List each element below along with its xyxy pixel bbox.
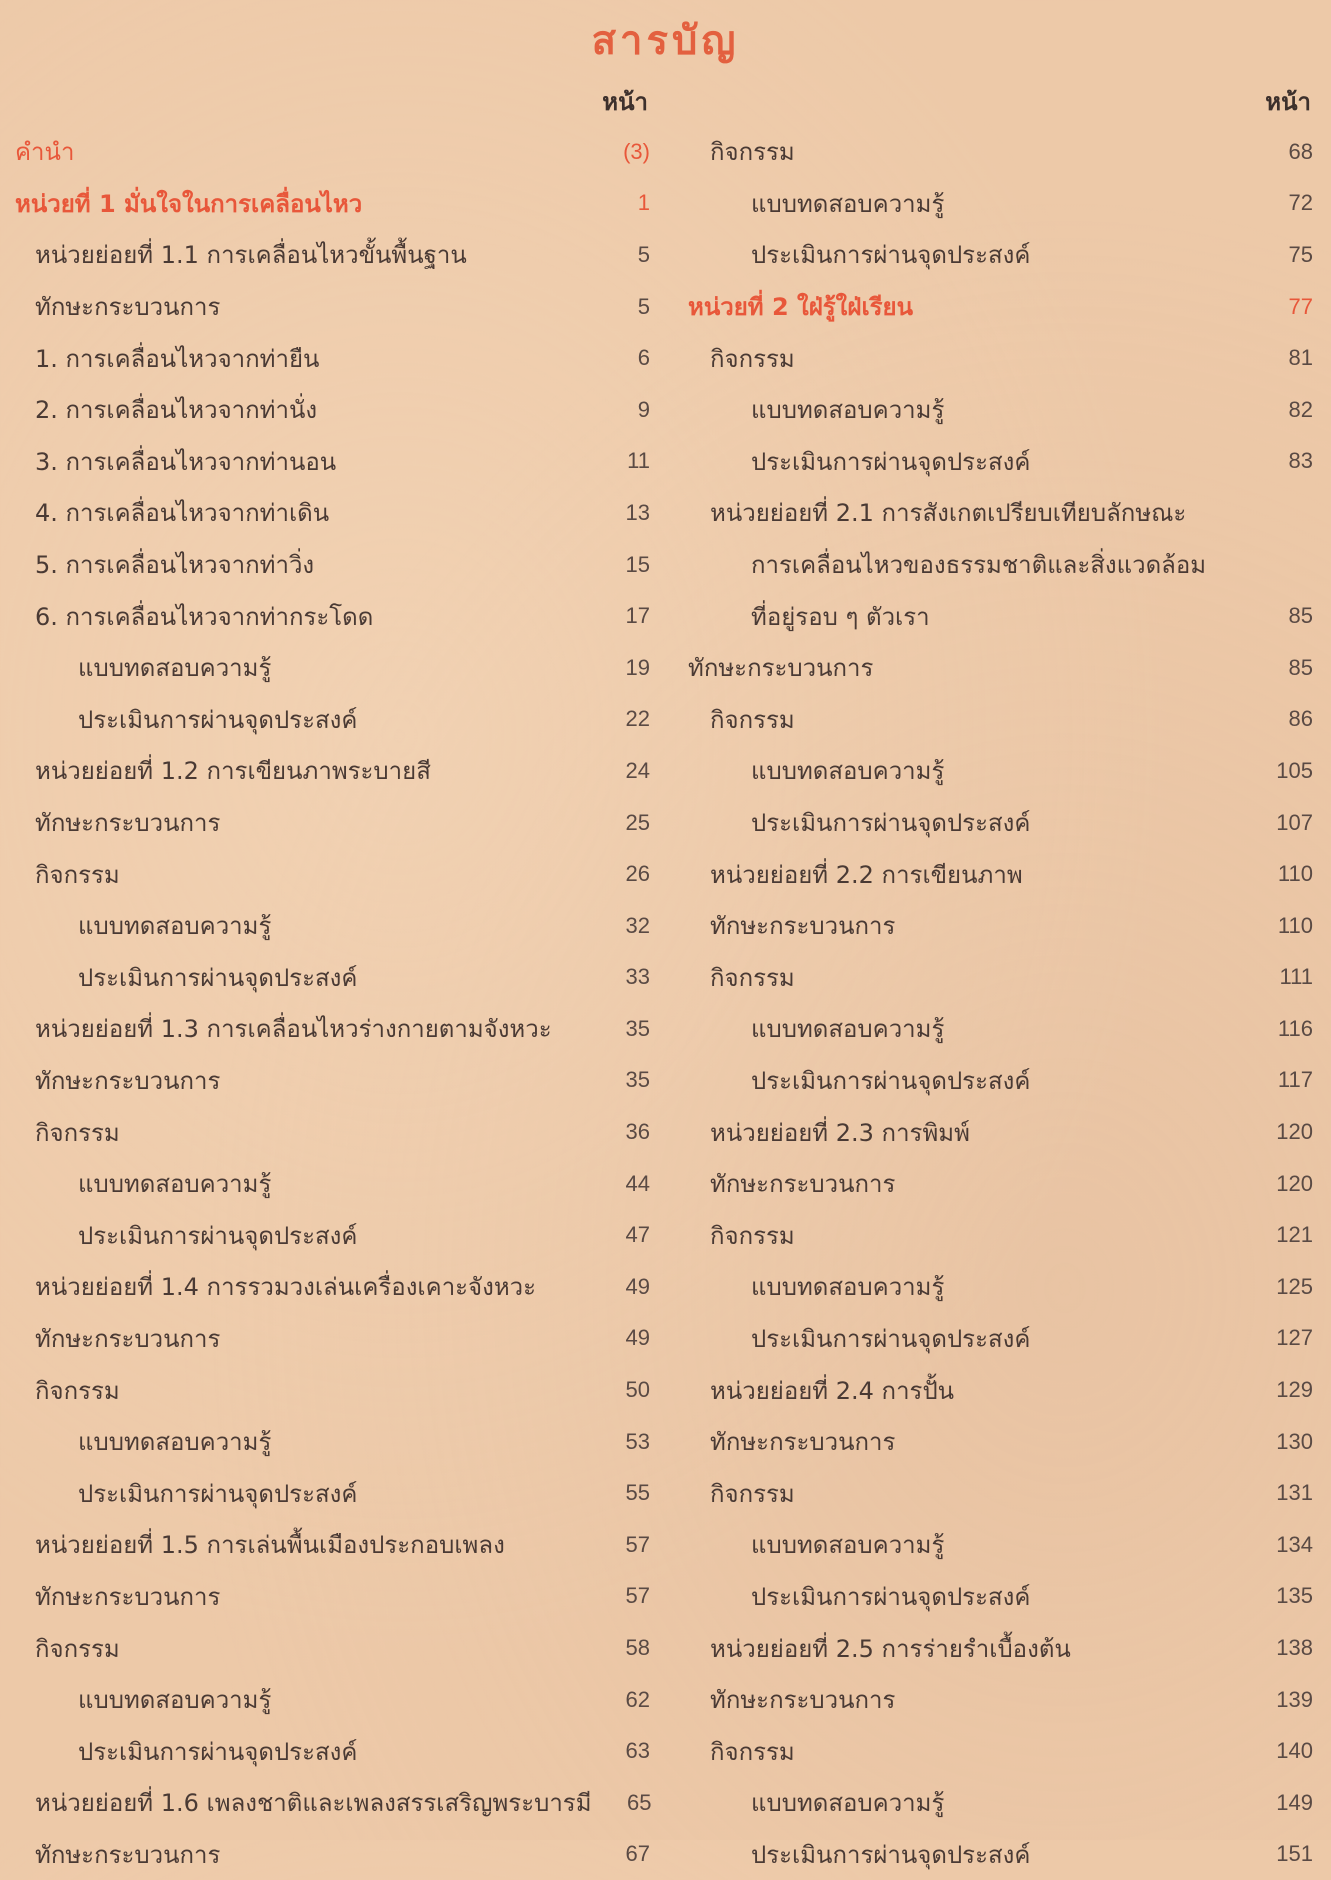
toc-page-number: 127 — [1276, 1325, 1313, 1351]
toc-page-number: 111 — [1279, 964, 1313, 990]
toc-entry — [680, 590, 1313, 642]
toc-page-number: 44 — [625, 1170, 650, 1196]
toc-entry — [680, 1571, 1313, 1623]
toc-entry-label: กิจกรรม — [35, 860, 120, 889]
toc-entry — [680, 487, 1313, 539]
toc-page-number: 49 — [625, 1325, 650, 1351]
toc-entry-label: คำนำ — [15, 138, 75, 167]
toc-page-number: 149 — [1276, 1789, 1313, 1815]
toc-entry — [680, 848, 1313, 900]
toc-entry-label: การเคลื่อนไหวของธรรมชาติและสิ่งแวดล้อม — [751, 551, 1207, 580]
toc-entry-label: กิจกรรม — [710, 1479, 795, 1508]
toc-entry-label: กิจกรรม — [710, 963, 795, 992]
toc-entry-label: หน่วยย่อยที่ 1.4 การรวมวงเล่นเครื่องเคาะจังหวะ — [35, 1273, 537, 1302]
toc-entry-label: แบบทดสอบความรู้ — [78, 654, 272, 683]
toc-entry — [680, 1106, 1313, 1158]
toc-entry-label: ทักษะกระบวนการ — [35, 1840, 221, 1869]
toc-entry — [680, 745, 1313, 797]
toc-page-number: 63 — [625, 1738, 650, 1764]
toc-entry-label: แบบทดสอบความรู้ — [78, 1428, 272, 1457]
toc-entry-label: กิจกรรม — [35, 1118, 120, 1147]
toc-page-number: 62 — [625, 1686, 650, 1712]
toc-entry-label: ทักษะกระบวนการ — [35, 809, 221, 838]
toc-entry-label: ประเมินการผ่านจุดประสงค์ — [78, 705, 358, 734]
toc-entry-label: ประเมินการผ่านจุดประสงค์ — [751, 241, 1031, 270]
toc-entry — [0, 1003, 650, 1055]
toc-page-number: 110 — [1277, 861, 1313, 887]
toc-page-number: 134 — [1276, 1531, 1313, 1557]
toc-entry — [680, 1467, 1313, 1519]
toc-intro-entry — [0, 126, 650, 178]
toc-entry-label: ประเมินการผ่านจุดประสงค์ — [78, 1737, 358, 1766]
toc-entry-label: ทักษะกระบวนการ — [710, 1170, 896, 1199]
toc-entry-label: ประเมินการผ่านจุดประสงค์ — [751, 447, 1031, 476]
toc-entry — [0, 642, 650, 694]
toc-entry-label: กิจกรรม — [35, 1634, 120, 1663]
toc-entry — [0, 384, 650, 436]
toc-entry-label: ทักษะกระบวนการ — [35, 293, 221, 322]
toc-entry — [680, 1674, 1313, 1726]
toc-page-number: 47 — [625, 1222, 650, 1248]
toc-unit-heading — [0, 178, 650, 230]
toc-entry-label: กิจกรรม — [710, 344, 795, 373]
toc-entry-label: ทักษะกระบวนการ — [35, 1324, 221, 1353]
toc-page-number: 35 — [625, 1015, 650, 1041]
toc-page-number: 120 — [1276, 1119, 1313, 1145]
toc-page-number: 130 — [1276, 1428, 1313, 1454]
toc-entry — [680, 1313, 1313, 1365]
page-title: สารบัญ — [591, 17, 740, 64]
toc-entry-label: กิจกรรม — [710, 1221, 795, 1250]
toc-entry-label: ประเมินการผ่านจุดประสงค์ — [751, 1324, 1031, 1353]
toc-page-number: 81 — [1288, 345, 1313, 371]
toc-entry — [0, 281, 650, 333]
toc-entry-label: 4. การเคลื่อนไหวจากท่าเดิน — [35, 499, 330, 528]
toc-entry — [0, 797, 650, 849]
toc-page-number: 85 — [1288, 654, 1313, 680]
toc-page-number: 85 — [1288, 603, 1313, 629]
toc-page-number: 68 — [1288, 138, 1313, 164]
toc-page-number: 125 — [1276, 1273, 1313, 1299]
toc-entry-label: หน่วยย่อยที่ 1.3 การเคลื่อนไหวร่างกายตามจังหวะ — [35, 1015, 552, 1044]
toc-page-number: 116 — [1277, 1015, 1313, 1041]
toc-entry — [680, 1209, 1313, 1261]
toc-entry — [0, 539, 650, 591]
toc-entry — [680, 178, 1313, 230]
toc-left-column — [0, 82, 650, 1880]
toc-entry — [680, 694, 1313, 746]
toc-page-number: 131 — [1276, 1480, 1313, 1506]
toc-page-number: 53 — [625, 1428, 650, 1454]
toc-entry — [0, 1209, 650, 1261]
toc-page-number: 139 — [1276, 1686, 1313, 1712]
toc-entry-label: 6. การเคลื่อนไหวจากท่ากระโดด — [35, 602, 374, 631]
toc-entry — [680, 1055, 1313, 1107]
toc-entry — [680, 384, 1313, 436]
page-column-header: หน้า — [602, 88, 648, 116]
toc-entry-label: ประเมินการผ่านจุดประสงค์ — [751, 809, 1031, 838]
toc-page-number: 11 — [627, 448, 650, 474]
toc-entry-label: 1. การเคลื่อนไหวจากท่ายืน — [35, 344, 320, 373]
toc-page-number: 15 — [625, 551, 650, 577]
toc-page-number: 25 — [625, 809, 650, 835]
toc-entry-label: ประเมินการผ่านจุดประสงค์ — [751, 1582, 1031, 1611]
toc-page-number: 117 — [1277, 1067, 1313, 1093]
toc-entry — [0, 1829, 650, 1880]
toc-entry-label: ที่อยู่รอบ ๆ ตัวเรา — [751, 602, 930, 631]
toc-page-number: 86 — [1288, 706, 1313, 732]
toc-entry-label: แบบทดสอบความรู้ — [751, 1789, 945, 1818]
toc-entry — [0, 1519, 650, 1571]
toc-entry-label: 3. การเคลื่อนไหวจากท่านอน — [35, 447, 337, 476]
toc-page-number: 57 — [625, 1531, 650, 1557]
toc-entry — [0, 694, 650, 746]
toc-page-number: 19 — [625, 654, 650, 680]
toc-entry-label: แบบทดสอบความรู้ — [78, 1170, 272, 1199]
toc-page-number: 55 — [625, 1480, 650, 1506]
toc-entry-label: แบบทดสอบความรู้ — [751, 1531, 945, 1560]
toc-entry-label: ประเมินการผ่านจุดประสงค์ — [78, 1221, 358, 1250]
toc-entry-label: กิจกรรม — [35, 1376, 120, 1405]
toc-entry-label: หน่วยย่อยที่ 2.2 การเขียนภาพ — [710, 860, 1023, 889]
toc-entry — [680, 436, 1313, 488]
toc-entry-label: หน่วยย่อยที่ 2.5 การร่ายรำเบื้องต้น — [710, 1634, 1071, 1663]
toc-entry-label: หน่วยย่อยที่ 1.2 การเขียนภาพระบายสี — [35, 757, 431, 786]
toc-entry — [680, 1777, 1313, 1829]
toc-entry-label: ทักษะกระบวนการ — [35, 1066, 221, 1095]
toc-page-number: 105 — [1276, 757, 1313, 783]
toc-page-number: 83 — [1288, 448, 1313, 474]
toc-page-number: 107 — [1276, 809, 1313, 835]
toc-page-number: 26 — [625, 861, 650, 887]
toc-entry — [0, 952, 650, 1004]
toc-entry-label: หน่วยย่อยที่ 1.6 เพลงชาติและเพลงสรรเสริญพระบารมี — [35, 1789, 592, 1818]
toc-entry — [680, 1416, 1313, 1468]
toc-entry — [0, 1725, 650, 1777]
toc-entry — [0, 1106, 650, 1158]
toc-entry-label: กิจกรรม — [710, 1737, 795, 1766]
page-column-header: หน้า — [1265, 88, 1311, 116]
toc-page-number: 5 — [637, 293, 650, 319]
toc-page-number: (3) — [623, 138, 650, 164]
toc-entry — [0, 436, 650, 488]
toc-page-number: 151 — [1276, 1841, 1313, 1867]
toc-entry — [0, 1674, 650, 1726]
toc-page-number: 36 — [625, 1119, 650, 1145]
toc-page-number: 22 — [625, 706, 650, 732]
toc-entries-left — [0, 126, 650, 1880]
toc-entry — [680, 1829, 1313, 1880]
toc-page-number: 77 — [1288, 293, 1313, 319]
toc-entry — [0, 1416, 650, 1468]
toc-entry — [680, 642, 1313, 694]
toc-page-number: 5 — [637, 241, 650, 267]
toc-page-number: 49 — [625, 1273, 650, 1299]
toc-entry-label: ทักษะกระบวนการ — [35, 1582, 221, 1611]
toc-entry — [0, 487, 650, 539]
toc-right-column — [680, 82, 1313, 1880]
toc-entry-label: หน่วยย่อยที่ 1.5 การเล่นพื้นเมืองประกอบเพลง — [35, 1531, 505, 1560]
toc-entry — [0, 1313, 650, 1365]
toc-page-number: 32 — [625, 912, 650, 938]
toc-entry-label: แบบทดสอบความรู้ — [751, 189, 945, 218]
toc-entry-label: ประเมินการผ่านจุดประสงค์ — [751, 1840, 1031, 1869]
toc-page-number: 58 — [625, 1635, 650, 1661]
toc-entry-label: หน่วยย่อยที่ 1.1 การเคลื่อนไหวขั้นพื้นฐาน — [35, 241, 467, 270]
toc-entry — [0, 1261, 650, 1313]
toc-page-number: 35 — [625, 1067, 650, 1093]
toc-page-number: 65 — [627, 1789, 652, 1815]
toc-entry — [680, 332, 1313, 384]
toc-entry-label: หน่วยย่อยที่ 2.4 การปั้น — [710, 1376, 955, 1405]
toc-entry-label: หน่วยย่อยที่ 2.3 การพิมพ์ — [710, 1118, 970, 1147]
toc-entry — [680, 1158, 1313, 1210]
toc-entry — [0, 1364, 650, 1416]
toc-entry — [0, 1622, 650, 1674]
toc-entry-label: 2. การเคลื่อนไหวจากท่านั่ง — [35, 396, 318, 425]
toc-entry-label: ประเมินการผ่านจุดประสงค์ — [751, 1066, 1031, 1095]
toc-entry — [0, 745, 650, 797]
toc-entry — [0, 229, 650, 281]
toc-entry — [680, 1261, 1313, 1313]
toc-entry — [680, 1519, 1313, 1571]
toc-entry-label: ทักษะกระบวนการ — [710, 1428, 896, 1457]
toc-entry-label: ทักษะกระบวนการ — [688, 654, 874, 683]
toc-entry-label: กิจกรรม — [710, 138, 795, 167]
toc-entry — [680, 1622, 1313, 1674]
toc-page-number: 138 — [1276, 1635, 1313, 1661]
toc-entry-label: หน่วยที่ 2 ใฝ่รู้ใฝ่เรียน — [688, 293, 914, 322]
toc-entry-label: ทักษะกระบวนการ — [710, 912, 896, 941]
toc-page-number: 9 — [637, 396, 650, 422]
toc-entry — [0, 900, 650, 952]
toc-page-number: 33 — [625, 964, 650, 990]
toc-page-number: 110 — [1277, 912, 1313, 938]
toc-page-number: 129 — [1276, 1377, 1313, 1403]
toc-page-number: 24 — [625, 757, 650, 783]
toc-entry — [0, 1571, 650, 1623]
toc-page-number: 6 — [637, 345, 650, 371]
toc-entry-label: หน่วยที่ 1 มั่นใจในการเคลื่อนไหว — [15, 189, 363, 218]
toc-entry-label: แบบทดสอบความรู้ — [78, 1686, 272, 1715]
toc-entry — [680, 229, 1313, 281]
toc-entry — [0, 1777, 650, 1829]
toc-entry-label: ทักษะกระบวนการ — [710, 1686, 896, 1715]
toc-entry — [0, 848, 650, 900]
toc-entry — [680, 126, 1313, 178]
toc-page-number: 120 — [1276, 1170, 1313, 1196]
toc-page-number: 135 — [1276, 1583, 1313, 1609]
toc-page-number: 75 — [1288, 241, 1313, 267]
toc-entry — [680, 797, 1313, 849]
toc-page-number: 82 — [1288, 396, 1313, 422]
toc-entry-label: ประเมินการผ่านจุดประสงค์ — [78, 963, 358, 992]
toc-entry-label: หน่วยย่อยที่ 2.1 การสังเกตเปรียบเทียบลักษณะ — [710, 499, 1187, 528]
toc-entry-label: แบบทดสอบความรู้ — [751, 757, 945, 786]
toc-entry — [680, 900, 1313, 952]
toc-entry — [680, 1003, 1313, 1055]
toc-entry — [680, 1364, 1313, 1416]
toc-page-number: 121 — [1276, 1222, 1313, 1248]
toc-page-number: 57 — [625, 1583, 650, 1609]
toc-entry-label: 5. การเคลื่อนไหวจากท่าวิ่ง — [35, 551, 315, 580]
toc-entry — [0, 332, 650, 384]
toc-entries-right — [680, 126, 1313, 1880]
toc-page-number: 67 — [625, 1841, 650, 1867]
toc-page-number: 140 — [1276, 1738, 1313, 1764]
toc-entry — [0, 1467, 650, 1519]
toc-entry-label: กิจกรรม — [710, 705, 795, 734]
toc-entry — [680, 1725, 1313, 1777]
toc-entry-label: แบบทดสอบความรู้ — [751, 396, 945, 425]
toc-entry-label: แบบทดสอบความรู้ — [78, 912, 272, 941]
toc-page-number: 17 — [625, 603, 650, 629]
toc-entry — [0, 1158, 650, 1210]
toc-entry-label: แบบทดสอบความรู้ — [751, 1015, 945, 1044]
toc-page-number: 72 — [1288, 190, 1313, 216]
toc-entry-label: ประเมินการผ่านจุดประสงค์ — [78, 1479, 358, 1508]
toc-unit-heading — [680, 281, 1313, 333]
toc-entry — [0, 590, 650, 642]
toc-page-number: 50 — [625, 1377, 650, 1403]
toc-entry — [680, 539, 1313, 591]
toc-page-number: 1 — [637, 190, 650, 216]
toc-entry — [0, 1055, 650, 1107]
toc-entry — [680, 952, 1313, 1004]
toc-entry-label: แบบทดสอบความรู้ — [751, 1273, 945, 1302]
toc-page-number: 13 — [625, 499, 650, 525]
